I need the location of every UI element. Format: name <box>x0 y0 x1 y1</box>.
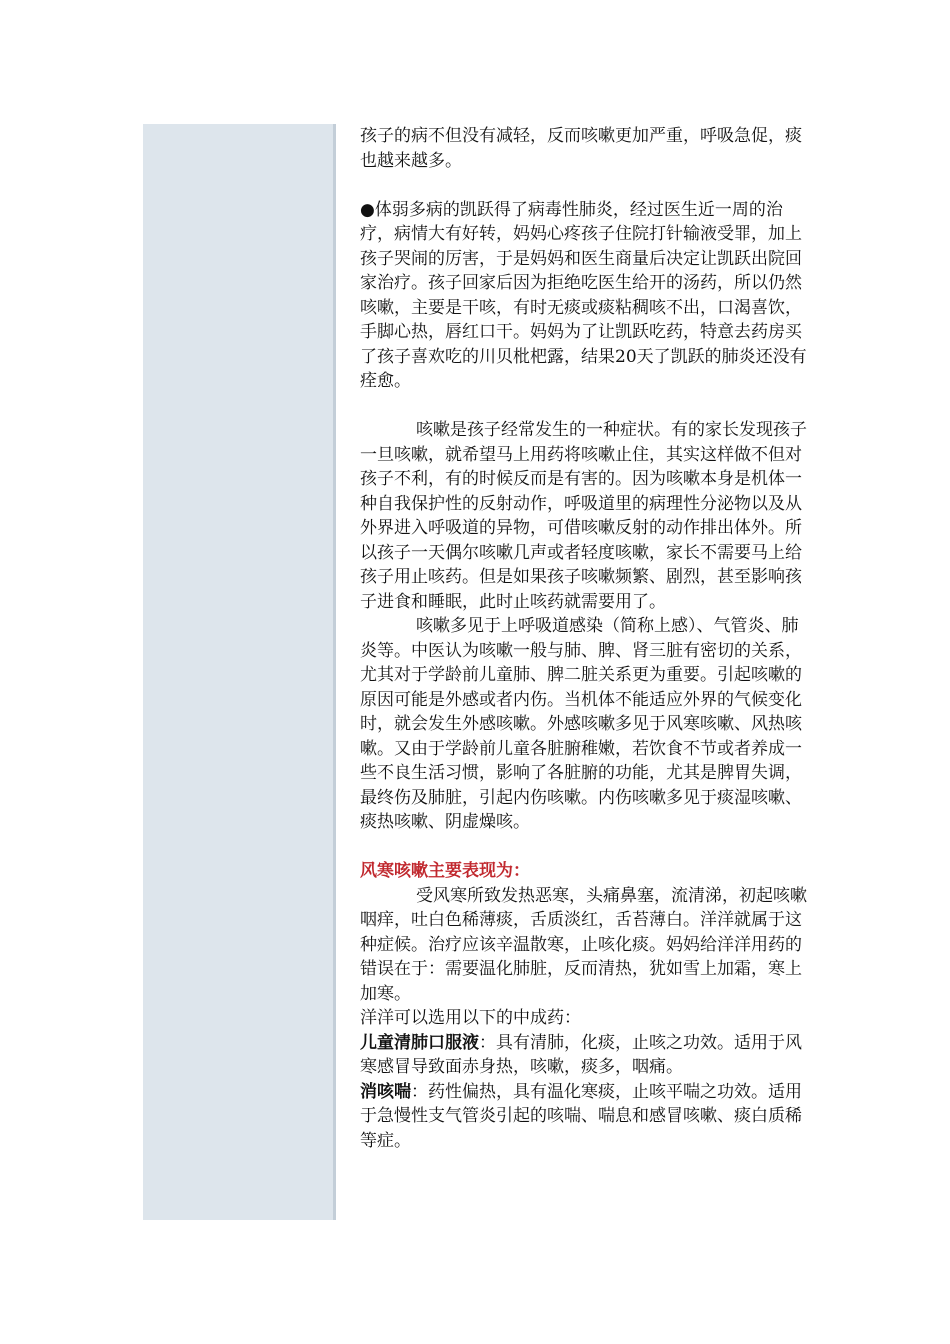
left-sidebar-panel <box>143 124 333 1220</box>
drug-name-2: 消咳喘 <box>360 1081 411 1102</box>
paragraph-wind-cold: 受风寒所致发热恶寒，头痛鼻塞，流清涕，初起咳嗽咽痒，吐白色稀薄痰，舌质淡红，舌苔薄白。洋洋就属于这种症候。治疗应该辛温散寒，止咳化痰。妈妈给洋洋用药的错误在于：需要温化肺脏，反而清热，犹如雪上加霜，寒上加寒。 <box>360 885 807 1004</box>
drug-desc-1: ：具有清肺，化痰，止咳之功效。适用于风寒感冒导致面赤身热，咳嗽，痰多，咽痛。 <box>360 1032 802 1077</box>
drug-item-1 <box>360 1031 808 1080</box>
spacer <box>360 394 808 419</box>
paragraph-medicine-intro: 洋洋可以选用以下的中成药： <box>360 1008 581 1028</box>
spacer <box>360 835 808 860</box>
paragraph-cough-intro: 咳嗽是孩子经常发生的一种症状。有的家长发现孩子一旦咳嗽，就希望马上用药将咳嗽止住，其实这样做不但对孩子不利，有的时候反而是有害的。因为咳嗽本身是机体一种自我保护性的反射动作，呼吸道里的病理性分泌物以及从外界进入呼吸道的异物，可借咳嗽反射的动作排出体外。所以孩子一天偶尔咳嗽几声或者轻度咳嗽，家长不需要马上给孩子用止咳药。但是如果孩子咳嗽频繁、剧烈，甚至影响孩子进食和睡眠，此时止咳药就需要用了。 <box>360 420 807 612</box>
drug-item-2 <box>360 1080 808 1154</box>
paragraph-kaiyue-case: ●体弱多病的凯跃得了病毒性肺炎，经过医生近一周的治疗，病情大有好转，妈妈心疼孩子住院打针输液受罪，加上孩子哭闹的厉害，于是妈妈和医生商量后决定让凯跃出院回家治疗。孩子回家后因为拒绝吃医生给开的汤药，所以仍然咳嗽，主要是干咳，有时无痰或痰粘稠咳不出，口渴喜饮，手脚心热，唇红口干。妈妈为了让凯跃吃药，特意去药房买了孩子喜欢吃的川贝枇杷露，结果20天了凯跃的肺炎还没有痊愈。 <box>360 199 807 391</box>
paragraph-cough-causes: 咳嗽多见于上呼吸道感染（简称上感）、气管炎、肺炎等。中医认为咳嗽一般与肺、脾、肾三脏有密切的关系，尤其对于学龄前儿童肺、脾二脏关系更为重要。引起咳嗽的原因可能是外感或者内伤。当机体不能适应外界的气候变化时，就会发生外感咳嗽。外感咳嗽多见于风寒咳嗽、风热咳嗽。又由于学龄前儿童各脏腑稚嫩，若饮食不节或者养成一些不良生活习惯，影响了各脏腑的功能，尤其是脾胃失调，最终伤及肺脏，引起内伤咳嗽。内伤咳嗽多见于痰湿咳嗽、痰热咳嗽、阴虚燥咳。 <box>360 616 802 832</box>
sidebar-divider <box>333 124 336 1220</box>
drug-desc-2: ：药性偏热，具有温化寒痰，止咳平喘之功效。适用于急慢性支气管炎引起的咳喘、喘息和感冒咳嗽、痰白质稀等症。 <box>360 1081 802 1151</box>
article-body <box>360 124 808 1153</box>
section-heading: 风寒咳嗽主要表现为： <box>360 861 530 881</box>
spacer <box>360 173 808 198</box>
paragraph-1: 孩子的病不但没有减轻，反而咳嗽更加严重，呼吸急促，痰也越来越多。 <box>360 126 802 171</box>
drug-name-1: 儿童清肺口服液 <box>360 1032 479 1053</box>
